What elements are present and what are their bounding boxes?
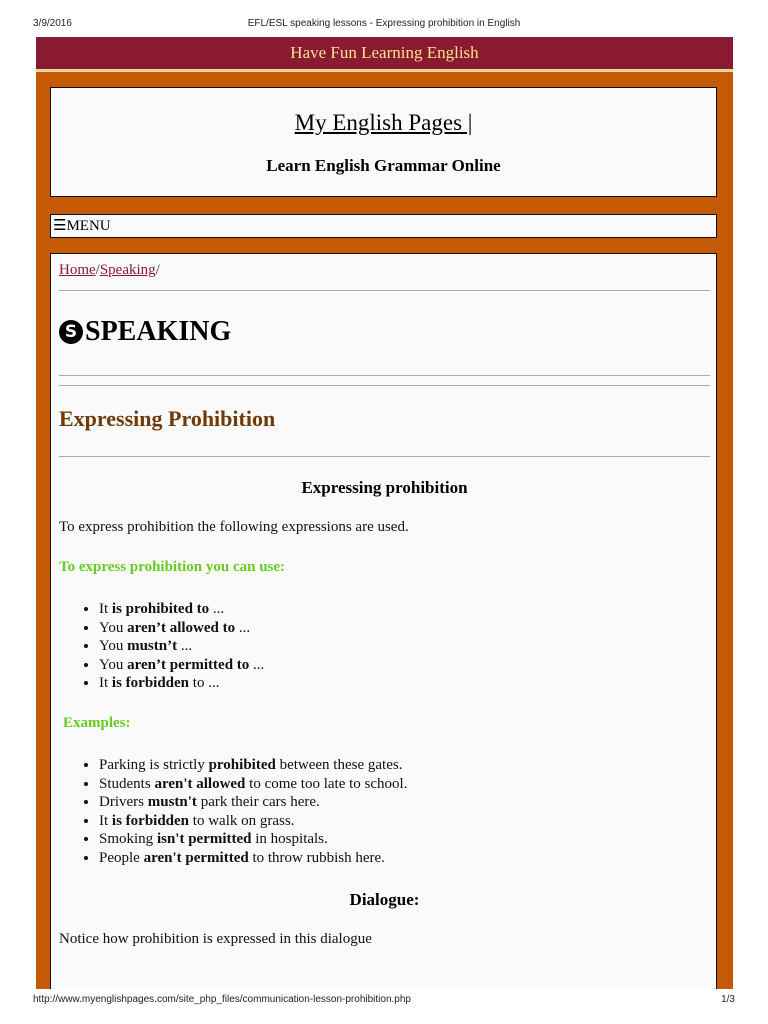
site-title-link[interactable]: My English Pages | xyxy=(294,110,473,135)
example-item xyxy=(99,830,407,849)
expression-item xyxy=(99,619,264,638)
list-text: to walk on grass. xyxy=(189,812,295,829)
list-text: You xyxy=(99,656,128,673)
expression-item xyxy=(99,674,264,693)
expression-item xyxy=(99,656,264,675)
breadcrumb-speaking-link[interactable]: Speaking xyxy=(99,262,156,278)
emphasis-text: mustn't xyxy=(147,794,197,810)
example-item xyxy=(99,756,407,775)
list-text: It xyxy=(99,812,112,829)
list-text: You xyxy=(99,638,128,654)
example-item xyxy=(99,793,407,812)
list-text: to throw rubbish here. xyxy=(248,849,385,866)
page-frame xyxy=(36,37,733,989)
emphasis-text: prohibited xyxy=(208,757,276,773)
emphasis-text: aren't allowed xyxy=(154,775,246,792)
top-banner: Have Fun Learning English xyxy=(36,37,733,69)
list-text: ... xyxy=(249,656,265,673)
dialogue-intro: Notice how prohibition is expressed in this dialogue xyxy=(59,931,372,947)
example-item xyxy=(99,849,407,868)
menu-button[interactable]: ☰MENU xyxy=(50,214,717,238)
main-content xyxy=(50,253,717,989)
emphasis-text: is prohibited to xyxy=(111,601,210,617)
divider xyxy=(59,290,710,291)
divider xyxy=(59,375,710,376)
emphasis-text: aren't permitted xyxy=(143,849,249,866)
breadcrumb-separator: / xyxy=(95,262,100,278)
breadcrumb-separator: / xyxy=(155,262,160,278)
list-text: Parking is strictly xyxy=(99,757,209,773)
list-text: park their cars here. xyxy=(196,794,320,810)
expressions-list xyxy=(59,600,264,693)
list-text: to ... xyxy=(189,675,220,691)
lesson-title: Expressing Prohibition xyxy=(59,406,276,431)
list-text: People xyxy=(99,849,144,866)
list-text: to come too late to school. xyxy=(245,775,408,792)
examples-heading: Examples: xyxy=(63,715,131,731)
list-text: Drivers xyxy=(99,794,148,810)
examples-list xyxy=(59,756,407,867)
section-title: SPEAKING xyxy=(85,316,232,347)
expression-item xyxy=(99,600,264,619)
print-url: http://www.myenglishpages.com/site_php_files/communication-lesson-prohibition.php xyxy=(33,994,411,1005)
list-text: It xyxy=(99,601,112,617)
print-page-number: 1/3 xyxy=(721,994,735,1005)
list-text: Students xyxy=(99,775,155,792)
site-tagline: Learn English Grammar Online xyxy=(266,156,501,175)
emphasis-text: is forbidden xyxy=(111,812,190,829)
divider xyxy=(59,456,710,457)
breadcrumb-home-link[interactable]: Home xyxy=(59,262,96,278)
print-header xyxy=(0,16,768,32)
example-item xyxy=(99,812,407,831)
breadcrumb xyxy=(59,262,160,279)
use-heading: To express prohibition you can use: xyxy=(59,559,286,575)
dialogue-heading: Dialogue: xyxy=(349,890,420,909)
expression-item xyxy=(99,637,264,656)
emphasis-text: aren’t allowed to xyxy=(127,619,236,636)
speaking-icon: S xyxy=(59,320,83,344)
emphasis-text: aren’t permitted to xyxy=(127,656,250,673)
example-item xyxy=(99,775,407,794)
emphasis-text: isn't permitted xyxy=(156,831,252,847)
divider xyxy=(59,385,710,386)
list-text: You xyxy=(99,619,128,636)
lesson-subtitle: Expressing prohibition xyxy=(301,478,468,497)
print-footer xyxy=(0,992,768,1008)
section-heading xyxy=(59,316,231,348)
list-text: ... xyxy=(235,619,251,636)
emphasis-text: mustn’t xyxy=(127,638,178,654)
list-text: ... xyxy=(177,638,193,654)
lesson-intro: To express prohibition the following expressions are used. xyxy=(59,519,409,535)
print-date: 3/9/2016 xyxy=(33,18,72,29)
list-text: ... xyxy=(209,601,225,617)
list-text: It xyxy=(99,675,112,691)
list-text: in hospitals. xyxy=(251,831,328,847)
banner-divider xyxy=(36,69,733,72)
list-text: Smoking xyxy=(99,831,157,847)
print-page-title: EFL/ESL speaking lessons - Expressing prohibition in English xyxy=(247,18,521,29)
list-text: between these gates. xyxy=(275,757,403,773)
site-header xyxy=(50,87,717,197)
emphasis-text: is forbidden xyxy=(111,675,190,691)
